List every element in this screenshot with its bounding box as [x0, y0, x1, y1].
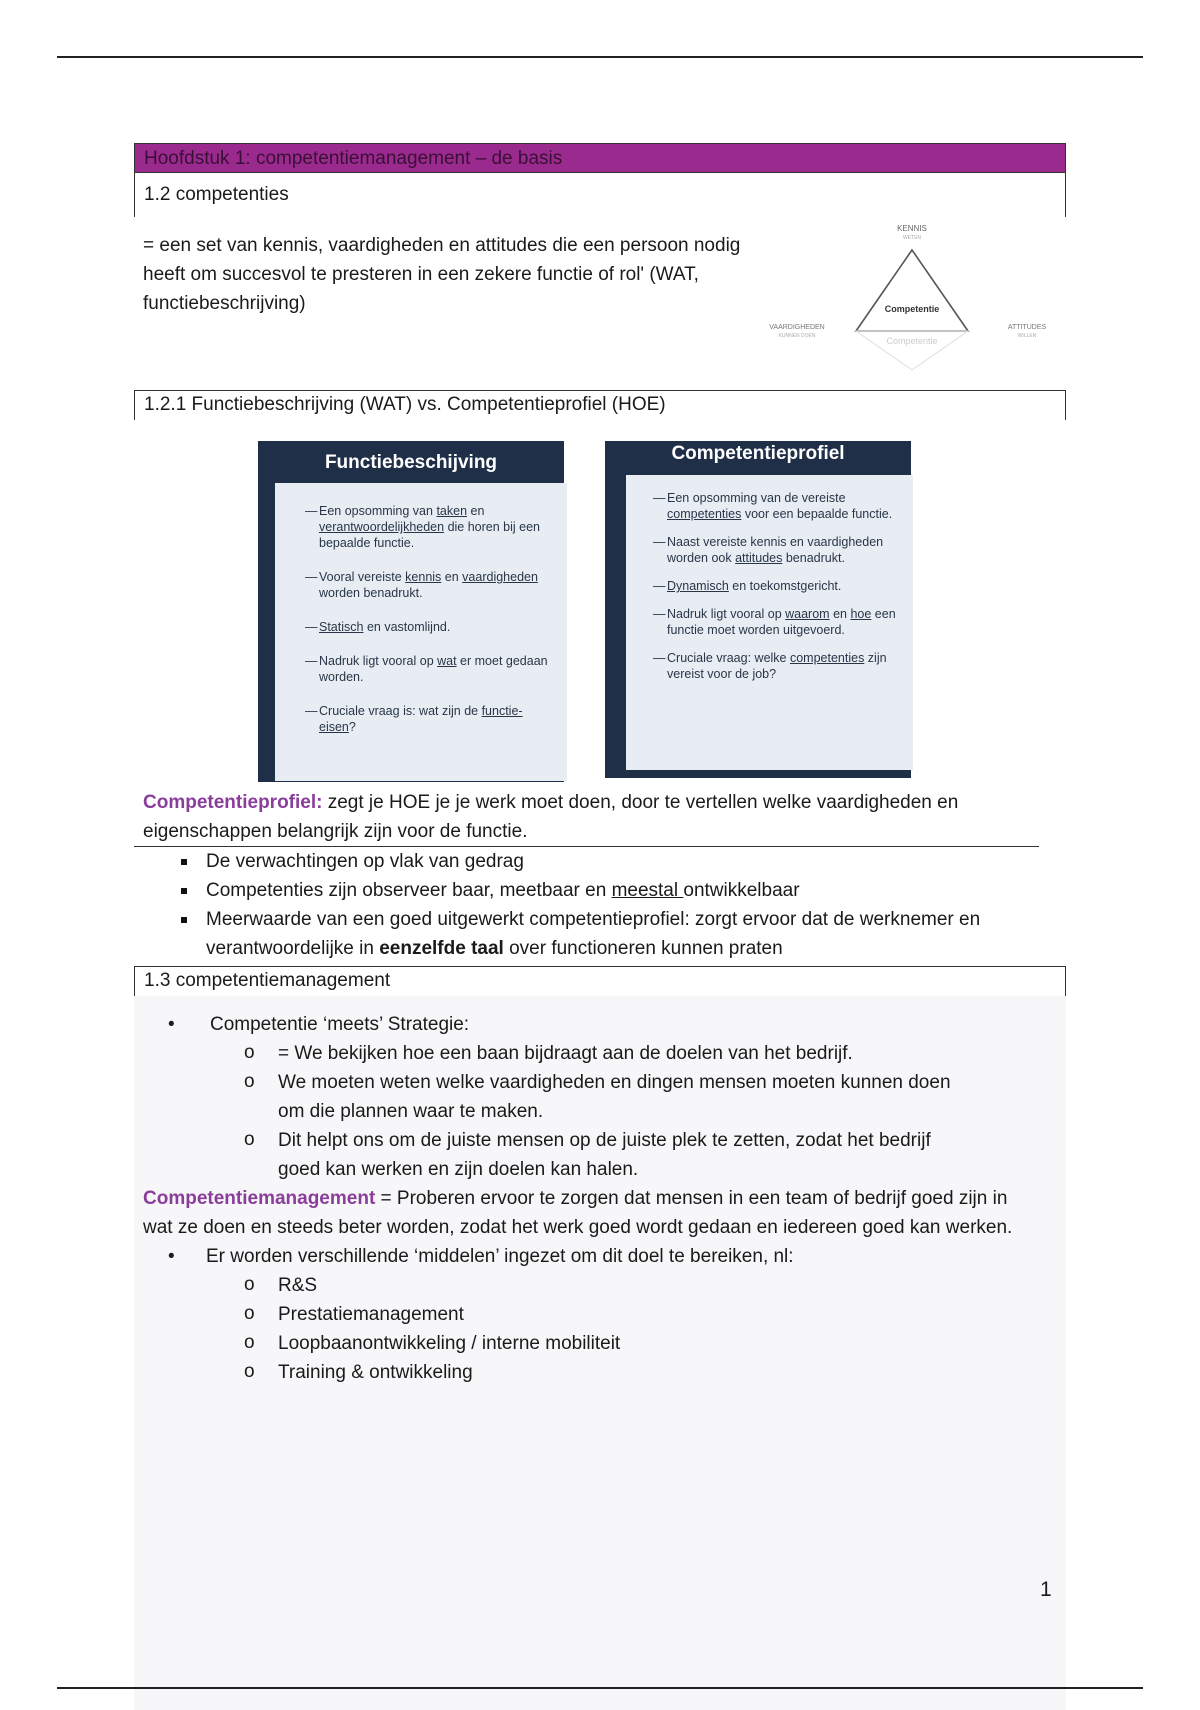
section-1-2-1-title: 1.2.1 Functiebeschrijving (WAT) vs. Competentieprofiel (HOE) [134, 390, 1066, 420]
card-text: benadrukt. [782, 551, 845, 565]
card-list-item [305, 619, 549, 635]
bullet-text: Meerwaarde van een goed uitgewerkt competentieprofiel: zorgt ervoor dat de werknemer en verantwoordelijke in [206, 909, 981, 959]
card-text: Een opsomming van de vereiste [667, 491, 846, 505]
card-underlined-term: verantwoordelijkheden [319, 520, 445, 534]
section-1-3-body [134, 996, 1066, 1710]
card-underlined-term: hoe [850, 607, 872, 621]
competentiemanagement-term: Competentiemanagement [143, 1188, 376, 1209]
card-text: worden benadrukt. [319, 586, 423, 600]
bullet-text: Competenties zijn observeer baar, meetbaar en [206, 880, 612, 901]
bottom-rule [57, 1687, 1143, 1689]
card-underlined-term: taken [436, 504, 468, 518]
sub-text: R&S [278, 1275, 318, 1296]
card-text: ? [348, 720, 356, 734]
list-item [134, 1300, 1066, 1329]
sub-text: Loopbaanontwikkeling / interne mobiliteit [278, 1333, 621, 1354]
sub-text: = We bekijken hoe een baan bijdraagt aan de doelen van het bedrijf. [278, 1043, 853, 1064]
card-text: Cruciale vraag is: wat zijn de [319, 704, 482, 718]
card-underlined-term: Dynamisch [667, 579, 729, 593]
card-list-item [653, 650, 897, 682]
card-list-item [653, 578, 897, 594]
competentieprofiel-bullets [134, 847, 1066, 963]
card-underlined-term: attitudes [735, 551, 783, 565]
card-text: en [829, 607, 851, 621]
card-functiebeschrijving [258, 441, 564, 782]
card-left-title: Functiebeschijving [324, 452, 498, 473]
card-underlined-term: waarom [785, 607, 830, 621]
card-list-item [305, 703, 549, 735]
card-text: Nadruk ligt vooral op [319, 654, 438, 668]
definition-row [134, 220, 1066, 390]
list-item [134, 876, 1066, 905]
card-underlined-term: competenties [789, 651, 865, 665]
card-underlined-term: competenties [667, 507, 742, 521]
competentieprofiel-text: zegt je HOE je je werk moet doen, door te vertellen welke vaardigheden en eigenschappen belangrijk zijn voor de functie. [143, 792, 959, 842]
card-text: Naast vereiste kennis en vaardigheden worden ook [667, 535, 884, 565]
card-text: en toekomstgericht. [728, 579, 842, 593]
card-text: en vastomlijnd. [363, 620, 451, 634]
competentiemanagement-text: = Proberen ervoor te zorgen dat mensen in een team of bedrijf goed zijn in wat ze doen en steeds beter worden, zodat het werk goed wordt gedaan en iedereen goed kan werken. [143, 1188, 1013, 1238]
card-list-item [653, 606, 897, 638]
list-item [134, 1271, 1066, 1300]
competentie-triangle-diagram [762, 220, 1062, 380]
page-number: 1 [1040, 1578, 1052, 1601]
list-item [134, 1126, 978, 1184]
sub-text: Training & ontwikkeling [278, 1362, 473, 1383]
card-text: er moet gedaan worden. [319, 654, 548, 684]
strategie-bullet [134, 1010, 1066, 1039]
competentieprofiel-paragraph [134, 788, 1039, 847]
card-list-item [305, 653, 549, 685]
card-list-item [653, 534, 897, 566]
bullet-text: De verwachtingen op vlak van gedrag [206, 851, 524, 872]
list-item [134, 1358, 1066, 1387]
bullet-bold: eenzelfde taal [379, 938, 504, 959]
triangle-top-sub: WETEN [902, 235, 922, 241]
card-text: Nadruk ligt vooral op [667, 607, 786, 621]
list-item [134, 1039, 1066, 1068]
triangle-right-label: ATTITUDES [1007, 324, 1047, 331]
section-1-3-title: 1.3 competentiemanagement [134, 966, 1066, 996]
card-text: Cruciale vraag: welke [667, 651, 790, 665]
card-text: Een opsomming van [319, 504, 437, 518]
triangle-right-sub: WILLEN [1017, 333, 1037, 339]
card-right-list [626, 475, 913, 770]
card-text: Vooral vereiste [319, 570, 406, 584]
card-underlined-term: vaardigheden [462, 570, 538, 584]
comparison-cards [134, 420, 1066, 785]
middelen-bullet [134, 1242, 1066, 1271]
triangle-top-label: KENNIS [897, 224, 927, 233]
top-rule [57, 56, 1143, 58]
card-list-item [653, 490, 897, 522]
card-right-title: Competentieprofiel [671, 443, 845, 464]
sub-text: Prestatiemanagement [278, 1304, 464, 1325]
bullet-text: ontwikkelbaar [683, 880, 800, 901]
card-competentieprofiel [605, 441, 911, 778]
triangle-reflection-label: Competentie [886, 336, 938, 346]
list-item [134, 905, 986, 963]
list-item [134, 1329, 1066, 1358]
sub-text: We moeten weten welke vaardigheden en dingen mensen moeten kunnen doen om die plannen waar te maken. [278, 1072, 951, 1122]
triangle-left-label: VAARDIGHEDEN [769, 324, 825, 331]
sub-text: Dit helpt ons om de juiste mensen op de juiste plek te zetten, zodat het bedrijf goed kan werken en zijn doelen kan halen. [278, 1130, 931, 1180]
list-item [134, 1068, 978, 1126]
section-1-2-title: 1.2 competenties [134, 173, 1066, 217]
middelen-head: Er worden verschillende ‘middelen’ ingezet om dit doel te bereiken, nl: [206, 1246, 794, 1267]
card-text: voor een bepaalde functie. [741, 507, 893, 521]
card-text: die horen bij een bepaalde functie. [319, 520, 540, 550]
competentiemanagement-paragraph [134, 1184, 1039, 1242]
bullet-text: over functioneren kunnen praten [503, 938, 783, 959]
list-item [134, 847, 1066, 876]
card-underlined-term: functie-eisen [319, 704, 523, 734]
card-text: en [467, 504, 485, 518]
card-list-item [305, 569, 549, 601]
card-underlined-term: kennis [405, 570, 442, 584]
bullet-underlined: meestal [611, 880, 684, 901]
page-content [134, 143, 1066, 1710]
competentie-definition: = een set van kennis, vaardigheden en attitudes die een persoon nodig heeft om succesvol te presteren in een zekere functie of rol' (WAT, functiebeschrijving) [143, 235, 741, 314]
card-text: zijn vereist voor de job? [667, 651, 887, 681]
triangle-left-sub: KUNNEN DOEN [778, 333, 816, 339]
card-left-list [275, 483, 567, 781]
triangle-center-label: Competentie [884, 304, 940, 314]
chapter-title: Hoofdstuk 1: competentiemanagement – de basis [134, 143, 1066, 173]
competentieprofiel-term: Competentieprofiel: [143, 792, 323, 813]
card-text: en [441, 570, 463, 584]
strategie-head: Competentie ‘meets’ Strategie: [210, 1014, 470, 1035]
card-underlined-term: Statisch [319, 620, 364, 634]
card-text: een functie moet worden uitgevoerd. [667, 607, 896, 637]
card-list-item [305, 503, 549, 551]
card-underlined-term: wat [437, 654, 457, 668]
